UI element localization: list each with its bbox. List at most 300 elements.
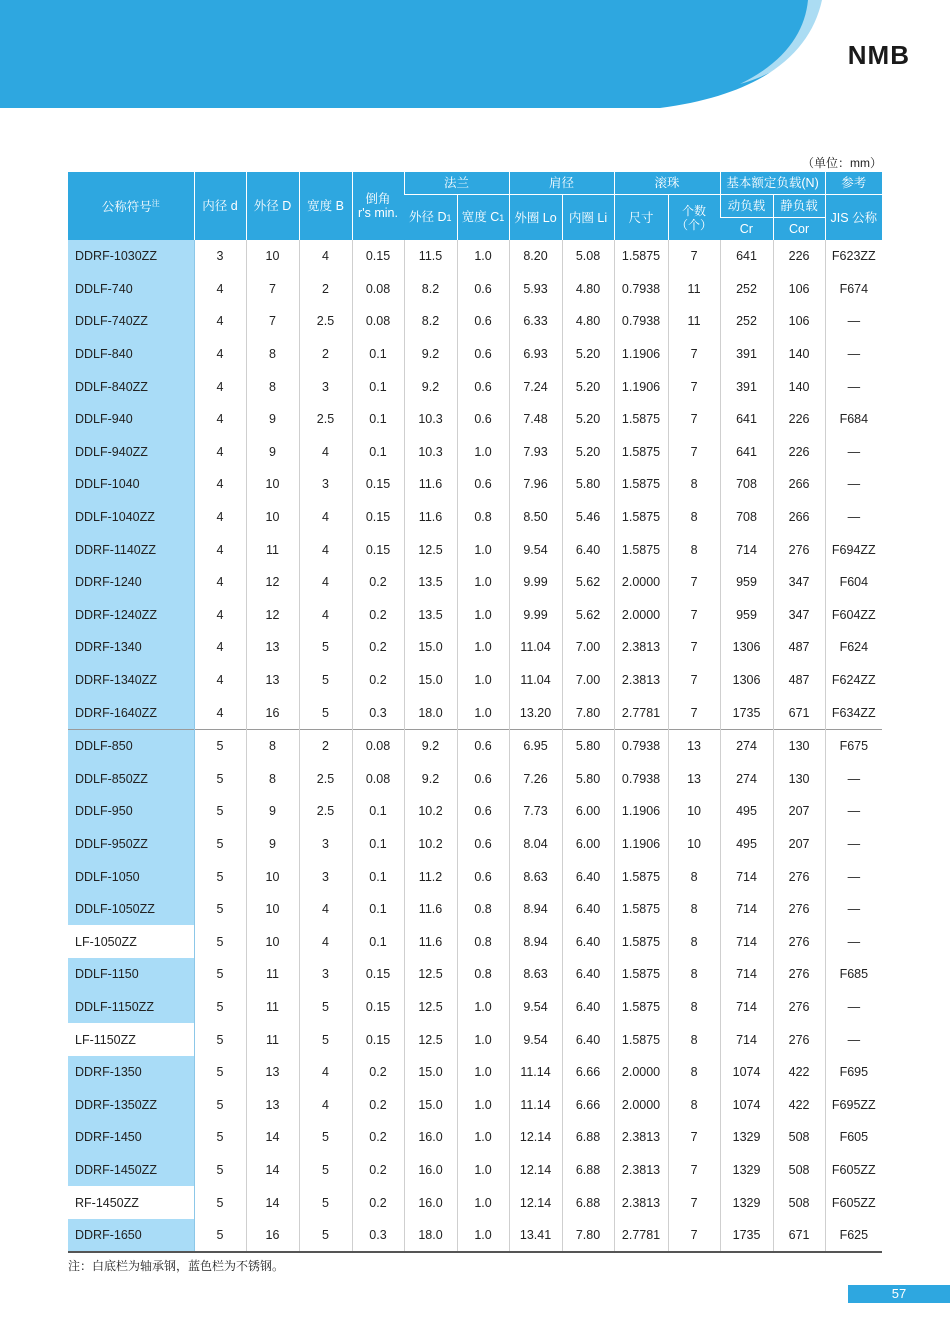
header-balls: 滚珠 xyxy=(614,172,720,195)
cell-c1: 1.0 xyxy=(457,1154,509,1187)
cell-li: 7.80 xyxy=(562,1219,614,1253)
cell-d: 4 xyxy=(194,338,246,371)
cell-c1: 1.0 xyxy=(457,436,509,469)
cell-d: 5 xyxy=(194,795,246,828)
cell-cr: 959 xyxy=(720,566,773,599)
cell-lo: 11.14 xyxy=(509,1088,562,1121)
cell-d: 10 xyxy=(246,893,299,926)
cell-cr: 714 xyxy=(720,991,773,1024)
cell-cor: 422 xyxy=(773,1088,825,1121)
cell-ball: 1.5875 xyxy=(614,533,668,566)
cell-ball: 2.0000 xyxy=(614,599,668,632)
table-row xyxy=(68,696,882,729)
cell-code: DDLF-940ZZ xyxy=(68,436,194,469)
cell-cr: 391 xyxy=(720,338,773,371)
cell-lo: 9.99 xyxy=(509,566,562,599)
cell-jis: F695ZZ xyxy=(831,1097,876,1112)
cell-r: 0.1 xyxy=(352,436,404,469)
header-chamfer: 倒角 r's min. xyxy=(352,172,404,240)
cell-ball: 1.1906 xyxy=(614,795,668,828)
cell-c1: 0.6 xyxy=(457,468,509,501)
cell-b: 5 xyxy=(299,664,352,697)
cell-c1: 1.0 xyxy=(457,240,509,273)
cell-b: 3 xyxy=(299,828,352,861)
cell-li: 6.66 xyxy=(562,1088,614,1121)
cell-n: 10 xyxy=(668,795,720,828)
cell-c1: 1.0 xyxy=(457,664,509,697)
cell-code: DDLF-1150 xyxy=(68,958,194,991)
table-row xyxy=(68,763,882,796)
cell-n: 7 xyxy=(668,1154,720,1187)
cell-c1: 0.8 xyxy=(457,925,509,958)
cell-ball: 1.5875 xyxy=(614,468,668,501)
table-row xyxy=(68,893,882,926)
cell-r: 0.08 xyxy=(352,273,404,306)
cell-jis: F604ZZ xyxy=(831,607,876,622)
cell-jis: — xyxy=(847,510,861,525)
cell-cr: 1329 xyxy=(720,1121,773,1154)
cell-r: 0.2 xyxy=(352,1186,404,1219)
cell-r: 0.15 xyxy=(352,533,404,566)
cell-b: 3 xyxy=(299,370,352,403)
cell-jis: — xyxy=(847,477,861,492)
cell-d1: 12.5 xyxy=(404,533,457,566)
table-row xyxy=(68,1121,882,1154)
cell-jis: F684 xyxy=(839,412,869,427)
cell-cor: 276 xyxy=(773,991,825,1024)
cell-n: 8 xyxy=(668,1023,720,1056)
cell-d: 5 xyxy=(194,1154,246,1187)
cell-li: 7.00 xyxy=(562,631,614,664)
table-row xyxy=(68,403,882,436)
cell-d: 10 xyxy=(246,925,299,958)
cell-li: 4.80 xyxy=(562,273,614,306)
cell-cr: 391 xyxy=(720,370,773,403)
cell-jis: — xyxy=(847,869,861,884)
header-dynamic: 动负载 xyxy=(720,195,773,218)
cell-d1: 9.2 xyxy=(404,370,457,403)
cell-lo: 7.73 xyxy=(509,795,562,828)
cell-c1: 1.0 xyxy=(457,533,509,566)
cell-d: 14 xyxy=(246,1186,299,1219)
cell-d: 5 xyxy=(194,828,246,861)
cell-jis: F624ZZ xyxy=(831,673,876,688)
cell-li: 5.20 xyxy=(562,338,614,371)
cell-n: 8 xyxy=(668,925,720,958)
cell-li: 6.40 xyxy=(562,1023,614,1056)
cell-c1: 1.0 xyxy=(457,696,509,729)
cell-li: 5.80 xyxy=(562,763,614,796)
cell-code: DDRF-1240 xyxy=(68,566,194,599)
cell-n: 10 xyxy=(668,828,720,861)
cell-lo: 7.24 xyxy=(509,370,562,403)
header-inner: 内径 d xyxy=(194,172,246,240)
cell-jis: — xyxy=(847,1032,861,1047)
bearing-spec-table xyxy=(68,172,882,1253)
cell-code: DDRF-1640ZZ xyxy=(68,696,194,729)
cell-li: 6.40 xyxy=(562,958,614,991)
cell-cor: 508 xyxy=(773,1121,825,1154)
cell-lo: 8.94 xyxy=(509,925,562,958)
cell-jis: F605ZZ xyxy=(831,1162,876,1177)
cell-d1: 16.0 xyxy=(404,1186,457,1219)
cell-n: 7 xyxy=(668,631,720,664)
table-row xyxy=(68,631,882,664)
cell-d: 5 xyxy=(194,958,246,991)
table-row xyxy=(68,664,882,697)
cell-ball: 1.5875 xyxy=(614,958,668,991)
cell-d1: 9.2 xyxy=(404,338,457,371)
cell-r: 0.15 xyxy=(352,958,404,991)
cell-b: 2.5 xyxy=(299,795,352,828)
cell-r: 0.08 xyxy=(352,305,404,338)
cell-cr: 1306 xyxy=(720,631,773,664)
cell-d1: 11.2 xyxy=(404,860,457,893)
cell-c1: 1.0 xyxy=(457,1056,509,1089)
cell-r: 0.1 xyxy=(352,795,404,828)
cell-jis: F694ZZ xyxy=(831,542,876,557)
cell-ball: 2.3813 xyxy=(614,1121,668,1154)
table-row xyxy=(68,1088,882,1121)
cell-d: 5 xyxy=(194,925,246,958)
header-ref: 参考 xyxy=(825,172,882,195)
cell-code: DDLF-950 xyxy=(68,795,194,828)
cell-c1: 0.6 xyxy=(457,860,509,893)
cell-cr: 959 xyxy=(720,599,773,632)
cell-d1: 15.0 xyxy=(404,631,457,664)
cell-b: 3 xyxy=(299,860,352,893)
cell-jis: F605ZZ xyxy=(831,1195,876,1210)
table-row xyxy=(68,468,882,501)
cell-cr: 1735 xyxy=(720,696,773,729)
cell-b: 5 xyxy=(299,696,352,729)
cell-jis: — xyxy=(847,379,861,394)
cell-c1: 1.0 xyxy=(457,1088,509,1121)
cell-cr: 1074 xyxy=(720,1056,773,1089)
cell-d: 8 xyxy=(246,338,299,371)
cell-lo: 12.14 xyxy=(509,1186,562,1219)
cell-n: 8 xyxy=(668,533,720,566)
cell-cor: 276 xyxy=(773,925,825,958)
cell-cor: 276 xyxy=(773,958,825,991)
cell-cr: 641 xyxy=(720,436,773,469)
brand-logo: NMB xyxy=(847,40,910,70)
cell-cor: 276 xyxy=(773,533,825,566)
cell-b: 5 xyxy=(299,631,352,664)
cell-c1: 0.8 xyxy=(457,501,509,534)
cell-d: 13 xyxy=(246,631,299,664)
cell-li: 5.46 xyxy=(562,501,614,534)
cell-d: 9 xyxy=(246,403,299,436)
cell-d1: 10.3 xyxy=(404,403,457,436)
cell-cr: 1074 xyxy=(720,1088,773,1121)
cell-ball: 0.7938 xyxy=(614,729,668,762)
header-flange-od: 外径 D1 xyxy=(404,195,457,241)
cell-code: DDLF-1050ZZ xyxy=(68,893,194,926)
cell-lo: 8.50 xyxy=(509,501,562,534)
cell-d: 5 xyxy=(194,1056,246,1089)
cell-b: 5 xyxy=(299,1023,352,1056)
table-row xyxy=(68,729,882,762)
cell-d: 8 xyxy=(246,729,299,762)
cell-li: 7.80 xyxy=(562,696,614,729)
cell-jis: — xyxy=(847,804,861,819)
cell-b: 4 xyxy=(299,566,352,599)
header-ball-count: 个数（个） xyxy=(668,195,720,241)
cell-b: 2 xyxy=(299,273,352,306)
cell-d1: 12.5 xyxy=(404,991,457,1024)
cell-jis: F624 xyxy=(839,640,869,655)
table-row xyxy=(68,273,882,306)
cell-n: 7 xyxy=(668,566,720,599)
cell-cr: 714 xyxy=(720,860,773,893)
cell-d: 10 xyxy=(246,501,299,534)
cell-li: 7.00 xyxy=(562,664,614,697)
cell-d: 7 xyxy=(246,305,299,338)
cell-r: 0.15 xyxy=(352,468,404,501)
cell-r: 0.08 xyxy=(352,729,404,762)
cell-r: 0.1 xyxy=(352,828,404,861)
cell-lo: 11.04 xyxy=(509,664,562,697)
header-flange: 法兰 xyxy=(404,172,509,195)
cell-d1: 12.5 xyxy=(404,1023,457,1056)
cell-d1: 9.2 xyxy=(404,729,457,762)
cell-lo: 8.04 xyxy=(509,828,562,861)
cell-code: DDRF-1240ZZ xyxy=(68,599,194,632)
cell-ball: 2.7781 xyxy=(614,1219,668,1253)
cell-li: 5.20 xyxy=(562,403,614,436)
cell-lo: 8.63 xyxy=(509,860,562,893)
cell-cor: 130 xyxy=(773,763,825,796)
cell-d1: 15.0 xyxy=(404,1088,457,1121)
cell-b: 2.5 xyxy=(299,763,352,796)
cell-d: 4 xyxy=(194,631,246,664)
cell-r: 0.2 xyxy=(352,1088,404,1121)
cell-cor: 508 xyxy=(773,1186,825,1219)
cell-lo: 13.41 xyxy=(509,1219,562,1253)
header-wave-banner xyxy=(0,0,950,115)
cell-d: 5 xyxy=(194,860,246,893)
cell-d: 5 xyxy=(194,991,246,1024)
cell-li: 5.08 xyxy=(562,240,614,273)
cell-cr: 714 xyxy=(720,533,773,566)
cell-cor: 671 xyxy=(773,1219,825,1253)
cell-r: 0.2 xyxy=(352,566,404,599)
cell-d: 10 xyxy=(246,240,299,273)
cell-c1: 0.6 xyxy=(457,763,509,796)
cell-cr: 252 xyxy=(720,273,773,306)
cell-lo: 7.96 xyxy=(509,468,562,501)
cell-d: 10 xyxy=(246,468,299,501)
cell-cr: 641 xyxy=(720,403,773,436)
cell-cr: 714 xyxy=(720,958,773,991)
cell-d1: 16.0 xyxy=(404,1121,457,1154)
cell-c1: 1.0 xyxy=(457,1186,509,1219)
page-number: 57 xyxy=(848,1285,950,1303)
cell-d1: 11.6 xyxy=(404,925,457,958)
cell-b: 4 xyxy=(299,1056,352,1089)
cell-cor: 140 xyxy=(773,338,825,371)
cell-d: 5 xyxy=(194,1121,246,1154)
cell-cor: 508 xyxy=(773,1154,825,1187)
cell-n: 8 xyxy=(668,991,720,1024)
cell-li: 4.80 xyxy=(562,305,614,338)
cell-li: 6.88 xyxy=(562,1121,614,1154)
cell-c1: 0.6 xyxy=(457,828,509,861)
header-static-symbol: Cor xyxy=(773,218,825,241)
cell-lo: 6.33 xyxy=(509,305,562,338)
cell-d1: 15.0 xyxy=(404,664,457,697)
cell-lo: 8.20 xyxy=(509,240,562,273)
header-shoulder: 肩径 xyxy=(509,172,614,195)
cell-code: DDLF-850ZZ xyxy=(68,763,194,796)
table-row xyxy=(68,860,882,893)
cell-code: DDLF-940 xyxy=(68,403,194,436)
cell-b: 2 xyxy=(299,729,352,762)
cell-ball: 1.5875 xyxy=(614,925,668,958)
cell-code: DDLF-840ZZ xyxy=(68,370,194,403)
cell-ball: 1.5875 xyxy=(614,991,668,1024)
cell-li: 5.20 xyxy=(562,436,614,469)
cell-li: 5.80 xyxy=(562,468,614,501)
cell-jis: — xyxy=(847,444,861,459)
cell-b: 2 xyxy=(299,338,352,371)
cell-ball: 2.3813 xyxy=(614,631,668,664)
cell-lo: 9.54 xyxy=(509,1023,562,1056)
table-row xyxy=(68,240,882,273)
cell-cr: 495 xyxy=(720,795,773,828)
table-row xyxy=(68,533,882,566)
cell-r: 0.2 xyxy=(352,1154,404,1187)
cell-n: 7 xyxy=(668,1121,720,1154)
cell-cor: 266 xyxy=(773,468,825,501)
header-flange-width: 宽度 C1 xyxy=(457,195,509,241)
cell-cor: 347 xyxy=(773,566,825,599)
cell-lo: 9.54 xyxy=(509,533,562,566)
cell-d: 5 xyxy=(194,1219,246,1253)
header-shoulder-inner: 内圈 Li xyxy=(562,195,614,241)
cell-b: 5 xyxy=(299,1154,352,1187)
cell-d1: 13.5 xyxy=(404,599,457,632)
cell-n: 11 xyxy=(668,273,720,306)
cell-code: DDRF-1650 xyxy=(68,1219,194,1253)
cell-li: 6.66 xyxy=(562,1056,614,1089)
cell-n: 7 xyxy=(668,664,720,697)
cell-code: DDRF-1350ZZ xyxy=(68,1088,194,1121)
cell-d: 5 xyxy=(194,1088,246,1121)
cell-ball: 1.1906 xyxy=(614,370,668,403)
cell-d1: 11.5 xyxy=(404,240,457,273)
cell-jis: — xyxy=(847,347,861,362)
unit-label: （单位：mm） xyxy=(802,156,882,170)
cell-n: 7 xyxy=(668,1186,720,1219)
cell-lo: 7.26 xyxy=(509,763,562,796)
cell-jis: F674 xyxy=(839,281,869,296)
cell-d: 4 xyxy=(194,664,246,697)
cell-jis: F604 xyxy=(839,575,869,590)
cell-c1: 0.6 xyxy=(457,403,509,436)
cell-c1: 1.0 xyxy=(457,631,509,664)
cell-r: 0.1 xyxy=(352,338,404,371)
cell-d: 4 xyxy=(194,305,246,338)
cell-lo: 12.14 xyxy=(509,1121,562,1154)
cell-d: 9 xyxy=(246,795,299,828)
cell-d: 8 xyxy=(246,370,299,403)
cell-code: DDRF-1450ZZ xyxy=(68,1154,194,1187)
cell-cor: 106 xyxy=(773,273,825,306)
cell-cr: 1306 xyxy=(720,664,773,697)
cell-n: 7 xyxy=(668,1219,720,1253)
cell-d: 16 xyxy=(246,696,299,729)
cell-c1: 1.0 xyxy=(457,599,509,632)
header-jis: JIS 公称 xyxy=(825,195,882,241)
cell-d1: 10.2 xyxy=(404,828,457,861)
cell-b: 4 xyxy=(299,240,352,273)
cell-cor: 487 xyxy=(773,631,825,664)
cell-ball: 2.0000 xyxy=(614,1056,668,1089)
cell-d: 12 xyxy=(246,599,299,632)
cell-r: 0.1 xyxy=(352,370,404,403)
cell-cor: 276 xyxy=(773,860,825,893)
cell-r: 0.15 xyxy=(352,501,404,534)
cell-r: 0.2 xyxy=(352,664,404,697)
cell-n: 8 xyxy=(668,860,720,893)
cell-lo: 7.93 xyxy=(509,436,562,469)
cell-cr: 714 xyxy=(720,925,773,958)
cell-cr: 274 xyxy=(720,729,773,762)
cell-cor: 130 xyxy=(773,729,825,762)
cell-code: DDLF-1040ZZ xyxy=(68,501,194,534)
table-row xyxy=(68,1023,882,1056)
cell-d: 5 xyxy=(194,1186,246,1219)
cell-d: 4 xyxy=(194,501,246,534)
cell-b: 4 xyxy=(299,533,352,566)
cell-d: 4 xyxy=(194,370,246,403)
cell-jis: — xyxy=(847,314,861,329)
cell-r: 0.2 xyxy=(352,1056,404,1089)
cell-r: 0.08 xyxy=(352,763,404,796)
cell-ball: 0.7938 xyxy=(614,305,668,338)
header-code: 公称符号$^注$ xyxy=(68,172,194,240)
cell-cor: 276 xyxy=(773,893,825,926)
table-row xyxy=(68,599,882,632)
cell-code: DDLF-1040 xyxy=(68,468,194,501)
cell-r: 0.1 xyxy=(352,925,404,958)
cell-li: 6.40 xyxy=(562,925,614,958)
cell-ball: 1.5875 xyxy=(614,501,668,534)
cell-code: DDLF-740ZZ xyxy=(68,305,194,338)
cell-cr: 714 xyxy=(720,1023,773,1056)
cell-n: 13 xyxy=(668,763,720,796)
cell-jis: F675 xyxy=(825,729,882,762)
cell-jis: — xyxy=(847,771,861,786)
cell-c1: 0.6 xyxy=(457,305,509,338)
cell-lo: 6.93 xyxy=(509,338,562,371)
header-dynamic-symbol: Cr xyxy=(720,218,773,241)
cell-d: 5 xyxy=(194,729,246,762)
cell-lo: 12.14 xyxy=(509,1154,562,1187)
cell-li: 5.20 xyxy=(562,370,614,403)
cell-r: 0.2 xyxy=(352,599,404,632)
cell-cr: 495 xyxy=(720,828,773,861)
cell-li: 6.40 xyxy=(562,860,614,893)
cell-r: 0.1 xyxy=(352,860,404,893)
cell-b: 5 xyxy=(299,1219,352,1253)
cell-cr: 708 xyxy=(720,468,773,501)
cell-cor: 422 xyxy=(773,1056,825,1089)
header-shoulder-outer: 外圈 Lo xyxy=(509,195,562,241)
cell-n: 13 xyxy=(668,729,720,762)
